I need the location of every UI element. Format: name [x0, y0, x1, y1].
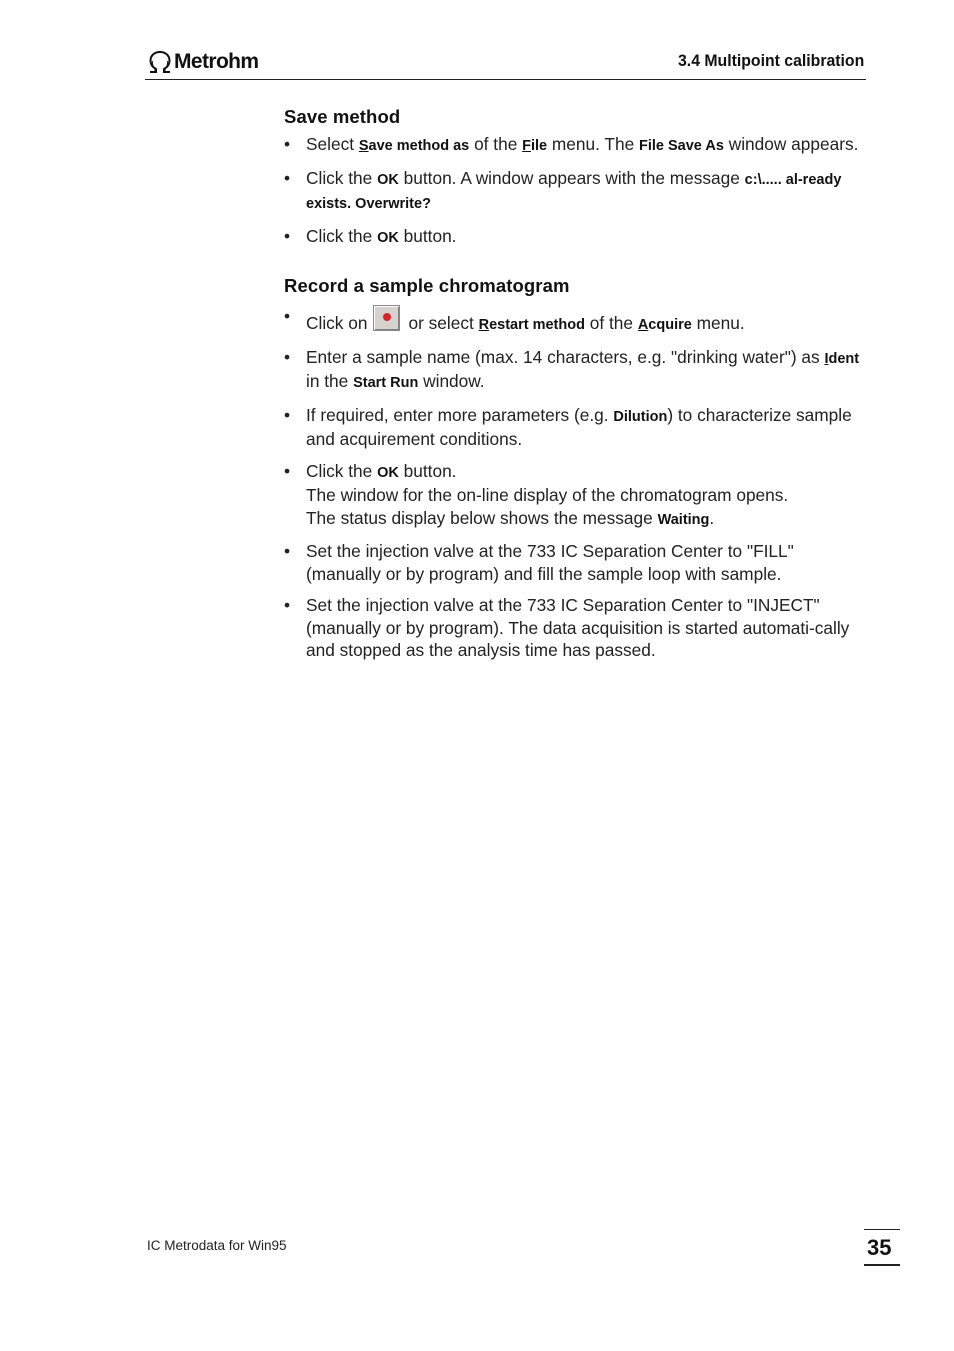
mnemonic: S [358, 138, 369, 154]
list-item [284, 594, 864, 662]
menu-ref-file [522, 138, 547, 154]
bullet-icon: • [284, 595, 291, 615]
window-ref-file-save-as: File Save As [639, 138, 724, 154]
field-label: dent [828, 350, 860, 367]
logo-text: Metrohm [174, 50, 259, 73]
menu-ref-save-method-as [359, 138, 469, 154]
mnemonic: A [637, 317, 649, 333]
mnemonic: F [522, 138, 531, 154]
list-item [284, 540, 864, 585]
menu-label: ile [530, 138, 548, 154]
bullet-icon: • [284, 541, 291, 561]
mnemonic: I [824, 350, 829, 367]
text: or select [408, 313, 479, 333]
metrohm-logo [147, 50, 258, 74]
bullet-icon: • [284, 460, 291, 481]
record-heading: Record a sample chromatogram [284, 275, 570, 296]
status-ref-waiting: Waiting [657, 511, 710, 528]
text: Select [306, 134, 359, 154]
list-item [284, 305, 864, 337]
footer-product: IC Metrodata for Win95 [147, 1238, 287, 1253]
record-list [284, 305, 864, 662]
button-ref-ok: OK [377, 464, 399, 481]
record-dot [383, 313, 391, 321]
text: Click the [306, 460, 378, 481]
page-header [145, 46, 866, 80]
text: Click on [306, 313, 368, 333]
list-item [284, 225, 864, 250]
button-ref-ok: OK [377, 171, 399, 188]
text: The status display below shows the message [306, 507, 658, 528]
text: button. [398, 460, 457, 481]
save-method-list [284, 133, 864, 249]
text: menu. The [547, 134, 639, 154]
page-number-box [864, 1229, 900, 1266]
window-ref-start-run: Start Run [353, 375, 419, 391]
bullet-icon: • [284, 306, 291, 326]
list-item [284, 133, 864, 158]
list-item [284, 346, 864, 395]
menu-label: estart method [489, 317, 585, 333]
text: in the [306, 371, 354, 391]
text: The window for the on-line display of the chromatogram opens. [306, 485, 789, 505]
menu-ref-restart-method [479, 317, 585, 333]
bullet-icon: • [284, 134, 291, 154]
text: Set the injection valve at the 733 IC Separation Center to "FILL" (manually or by program) and fill the sample loop with sample. [306, 541, 794, 584]
main-content [284, 106, 864, 671]
menu-label: ave method as [368, 138, 470, 154]
bullet-icon: • [284, 404, 291, 425]
message-ref-overwrite: c:\..... al-ready exists. Overwrite? [306, 171, 842, 212]
text: If required, enter more parameters (e.g. [306, 404, 614, 425]
menu-ref-acquire [638, 317, 692, 333]
list-item [284, 404, 864, 451]
section-title: 3.4 Multipoint calibration [677, 51, 864, 70]
list-item [284, 460, 864, 532]
menu-label: cquire [648, 317, 692, 333]
text: button. A window appears with the message [398, 167, 745, 188]
text: Click the [306, 225, 378, 246]
omega-logo-icon [147, 50, 173, 74]
text: window. [418, 371, 485, 391]
text: of the [584, 313, 638, 333]
text: ) to characterize sample and acquirement conditions. [306, 404, 852, 449]
text: Click the [306, 167, 378, 188]
record-button-icon [373, 305, 400, 331]
list-item [284, 167, 864, 216]
bullet-icon: • [284, 225, 291, 246]
field-ref-ident [824, 351, 859, 367]
mnemonic: R [478, 317, 490, 333]
text: window appears. [723, 134, 859, 154]
bullet-icon: • [284, 346, 291, 367]
save-method-heading: Save method [284, 106, 401, 127]
bullet-icon: • [284, 167, 291, 188]
text: of the [469, 134, 523, 154]
text: . [709, 507, 715, 528]
text: button. [398, 225, 457, 246]
field-ref-dilution: Dilution [613, 408, 668, 425]
text: Enter a sample name (max. 14 characters, e.g. "drinking water") as [306, 346, 825, 367]
button-ref-ok: OK [377, 229, 399, 246]
text: Set the injection valve at the 733 IC Separation Center to "INJECT" (manually or by program). The data acquisition is started automati-cally and stopped as the analysis time has passed. [306, 595, 850, 660]
page-number: 35 [867, 1235, 892, 1260]
text: menu. [691, 313, 745, 333]
